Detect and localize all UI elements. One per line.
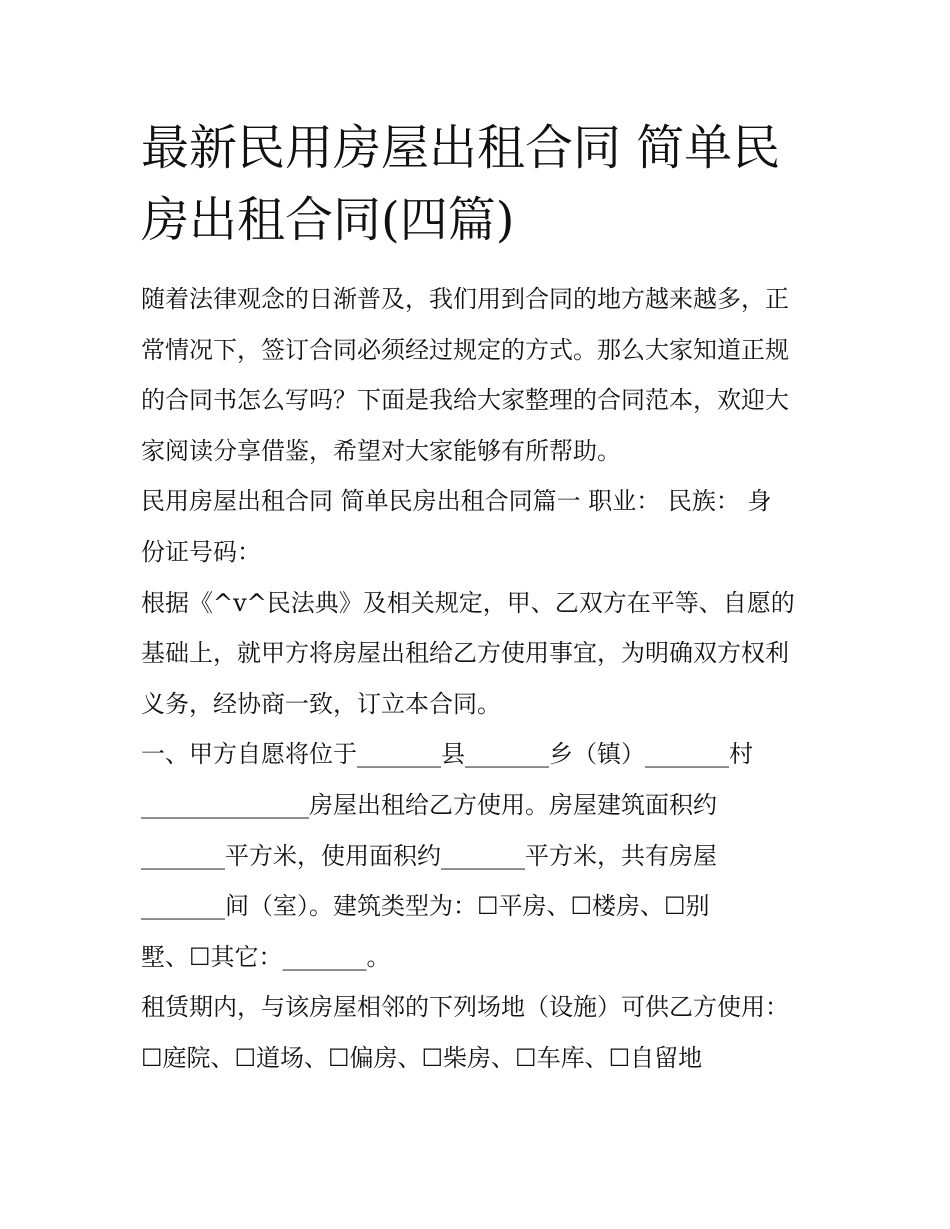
body-line: 根据《^v^民法典》及相关规定，甲、乙双方在平等、自愿的 (141, 588, 795, 617)
body-line: ______________房屋出租给乙方使用。房屋建筑面积约 (141, 790, 717, 819)
body-line: ☐庭院、☐道场、☐偏房、☐柴房、☐车库、☐自留地 (141, 1043, 703, 1072)
body-line: 份证号码： (141, 537, 261, 566)
body-line: 租赁期内，与该房屋相邻的下列场地（设施）可供乙方使用： (141, 993, 789, 1022)
body-line: 基础上，就甲方将房屋出租给乙方使用事宜，为明确双方权利 (141, 639, 789, 668)
body-line: 一、甲方自愿将位于_______县_______乡（镇）_______村 (141, 740, 753, 769)
document-body (141, 274, 821, 1084)
body-line: 的合同书怎么写吗？下面是我给大家整理的合同范本，欢迎大 (141, 386, 789, 415)
body-line: 义务，经协商一致，订立本合同。 (141, 689, 501, 718)
body-line: _______平方米，使用面积约_______平方米，共有房屋 (141, 841, 717, 870)
body-line: 民用房屋出租合同 简单民房出租合同篇一 职业： 民族： 身 (141, 487, 772, 516)
title-line: 房出租合同(四篇) (141, 192, 515, 248)
body-line: _______间（室）。建筑类型为：☐平房、☐楼房、☐别 (141, 892, 710, 921)
document-content (141, 112, 821, 1084)
body-line: 家阅读分享借鉴，希望对大家能够有所帮助。 (141, 436, 621, 465)
document-title (141, 112, 821, 256)
body-line: 墅、☐其它：_______。 (141, 942, 391, 971)
body-line: 常情况下，签订合同必须经过规定的方式。那么大家知道正规 (141, 335, 789, 364)
title-line: 最新民用房屋出租合同 简单民 (141, 120, 781, 176)
body-line: 随着法律观念的日渐普及，我们用到合同的地方越来越多，正 (141, 285, 789, 313)
